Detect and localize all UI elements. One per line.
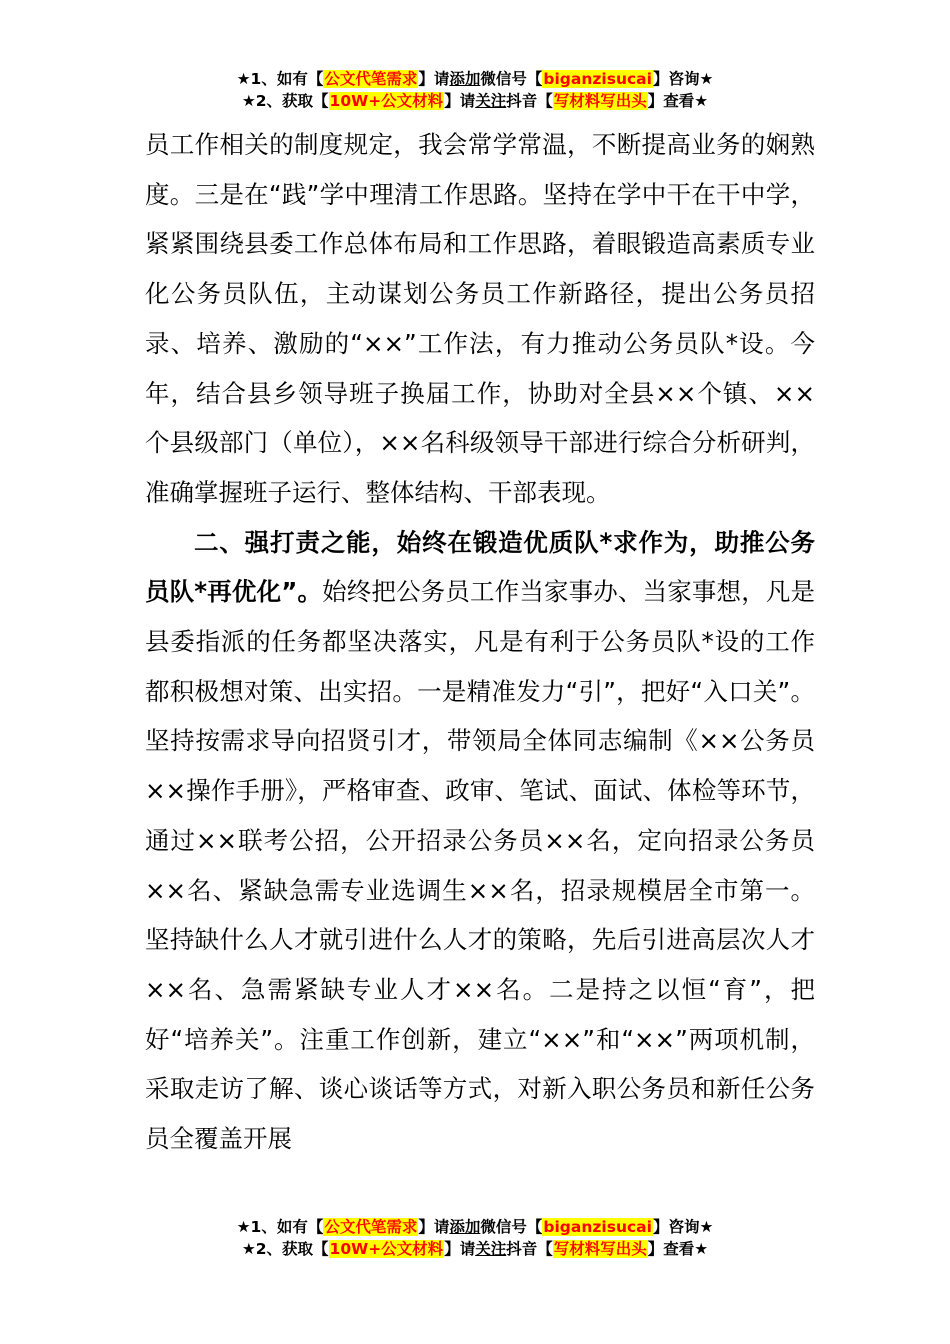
banner-text: ★2、获取【 (241, 1240, 329, 1258)
banner-text: 】查看★ (647, 1240, 709, 1258)
highlight-materials: 10W+公文材料 (329, 1240, 444, 1258)
underlined-word: 关注 (475, 92, 507, 110)
section-heading: 二、强打责之能，始终在锻造优质队*求作为，助推公务员队*再优化”。 (145, 527, 815, 607)
banner-line-1 (0, 1216, 950, 1238)
highlight-service: 公文代笔需求 (324, 70, 418, 88)
banner-text: 微信号【 (480, 70, 543, 88)
banner-text: 】请 (418, 1218, 450, 1236)
banner-text: 抖音【 (506, 92, 553, 110)
banner-text: 】请 (418, 70, 450, 88)
footer-banner (0, 1216, 950, 1260)
banner-text: 】请 (444, 92, 476, 110)
paragraph-2 (145, 518, 815, 1164)
highlight-douyin-id: 写材料写出头 (553, 92, 647, 110)
highlight-wechat-id: biganzisucai (543, 1218, 652, 1236)
underlined-word: 关注 (475, 1240, 507, 1258)
underlined-word: 添加 (449, 70, 481, 88)
highlight-wechat-id: biganzisucai (543, 70, 652, 88)
banner-text: 】请 (444, 1240, 476, 1258)
banner-text: 】查看★ (647, 92, 709, 110)
banner-text: ★1、如有【 (236, 1218, 324, 1236)
document-body (145, 120, 815, 1164)
highlight-service: 公文代笔需求 (324, 1218, 418, 1236)
banner-text: ★2、获取【 (241, 92, 329, 110)
highlight-douyin-id: 写材料写出头 (553, 1240, 647, 1258)
paragraph-2-body: 始终把公务员工作当家事办、当家事想，凡是县委指派的任务都坚决落实，凡是有利于公务员队*设的工作都积极想对策、出实招。一是精准发力“引”，把好“入口关”。坚持按需求导向招贤引才，带领局全体同志编制《××公务员××操作手册》，严格审查、政审、笔试、面试、体检等环节，通过××联考公招，公开招录公务员××名，定向招录公务员××名、紧缺急需专业选调生××名，招录规模居全市第一。坚持缺什么人才就引进什么人才的策略，先后引进高层次人才××名、急需紧缺专业人才××名。二是持之以恒“育”，把好“培养关”。注重工作创新，建立“××”和“××”两项机制，采取走访了解、谈心谈话等方式，对新入职公务员和新任公务员全覆盖开展 (145, 577, 815, 1154)
banner-line-1 (0, 68, 950, 90)
banner-text: 】咨询★ (652, 1218, 714, 1236)
banner-text: ★1、如有【 (236, 70, 324, 88)
header-banner (0, 68, 950, 112)
underlined-word: 添加 (449, 1218, 481, 1236)
highlight-materials: 10W+公文材料 (329, 92, 444, 110)
banner-text: 抖音【 (506, 1240, 553, 1258)
banner-line-2 (0, 1238, 950, 1260)
banner-text: 】咨询★ (652, 70, 714, 88)
banner-line-2 (0, 90, 950, 112)
paragraph-1: 员工作相关的制度规定，我会常学常温，不断提高业务的娴熟度。三是在“践”学中理清工作思路。坚持在学中干在干中学，紧紧围绕县委工作总体布局和工作思路，着眼锻造高素质专业化公务员队伍，主动谋划公务员工作新路径，提出公务员招录、培养、激励的“××”工作法，有力推动公务员队*设。今年，结合县乡领导班子换届工作，协助对全县××个镇、××个县级部门（单位），××名科级领导干部进行综合分析研判，准确掌握班子运行、整体结构、干部表现。 (145, 130, 815, 507)
banner-text: 微信号【 (480, 1218, 543, 1236)
